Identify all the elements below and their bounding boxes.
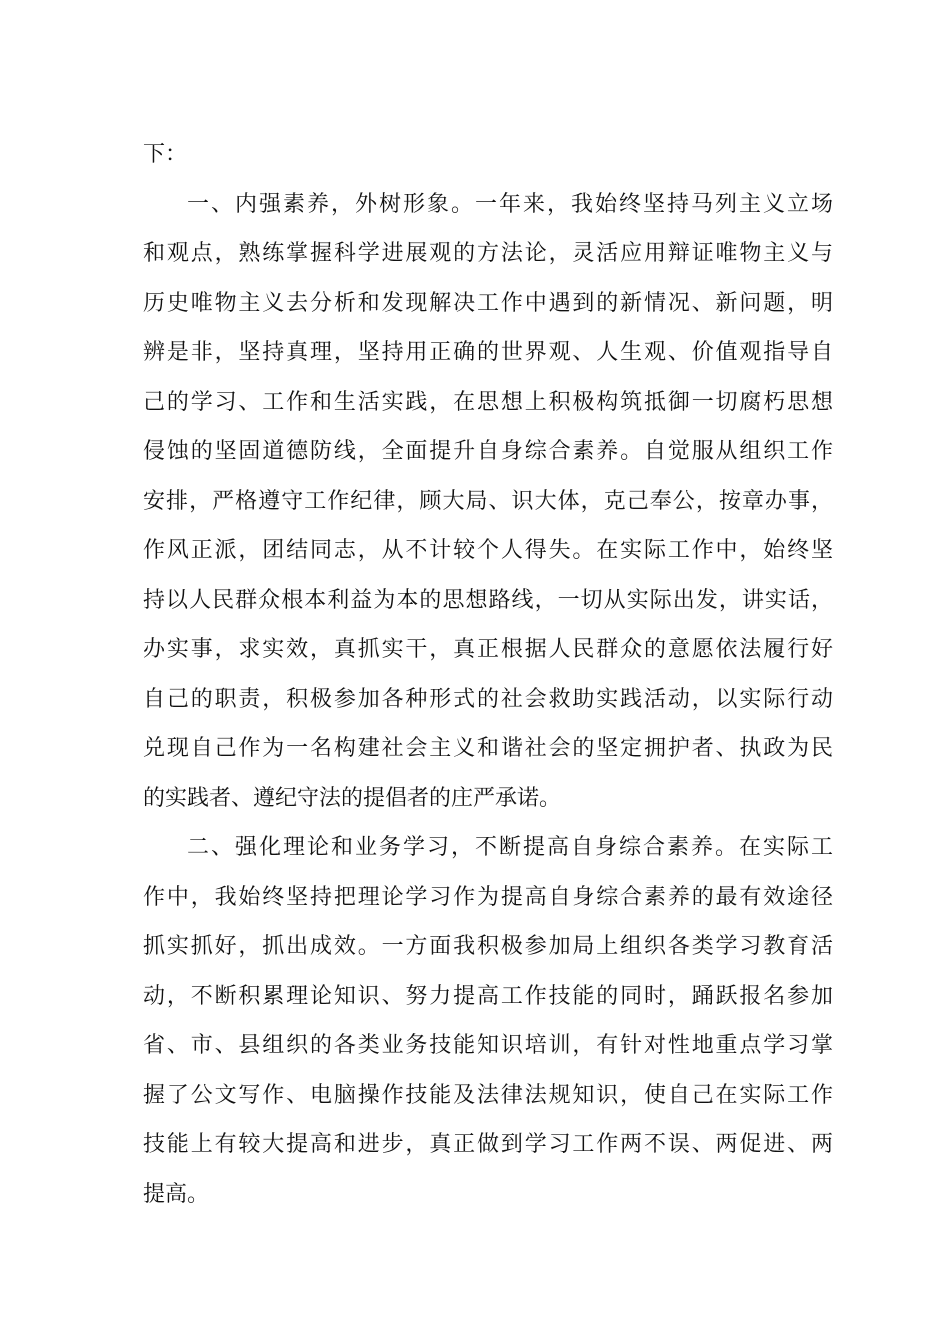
text-line: 抓实抓好，抓出成效。一方面我积极参加局上组织各类学习教育活 [143,934,833,959]
text-line: 和观点，熟练掌握科学进展观的方法论，灵活应用辩证唯物主义与 [143,241,833,266]
text-line: 作中，我始终坚持把理论学习作为提高自身综合素养的最有效途径 [143,884,833,910]
text-line: 兑现自己作为一名构建社会主义和谐社会的坚定拥护者、执政为民 [143,736,833,761]
text-line: 省、市、县组织的各类业务技能知识培训，有针对性地重点学习掌 [143,1033,833,1058]
text-line: 安排，严格遵守工作纪律，顾大局、识大体，克己奉公，按章办事， [143,488,833,514]
paragraph-2-first-line: 二、强化理论和业务学习，不断提高自身综合素养。在实际工 [187,835,833,860]
text-line: 下： [143,142,188,167]
text-line: 技能上有较大提高和进步，真正做到学习工作两不误、两促进、两 [143,1132,833,1157]
text-line: 的实践者、遵纪守法的提倡者的庄严承诺。 [143,785,562,811]
paragraph-1-first-line: 一、内强素养，外树形象。一年来，我始终坚持马列主义立场 [187,191,833,217]
text-line: 办实事，求实效，真抓实干，真正根据人民群众的意愿依法履行好 [143,637,833,662]
text-line: 握了公文写作、电脑操作技能及法律法规知识，使自己在实际工作 [143,1082,833,1108]
text-line: 历史唯物主义去分析和发现解决工作中遇到的新情况、新问题，明 [143,290,833,316]
text-line: 提高。 [143,1181,210,1207]
text-line: 持以人民群众根本利益为本的思想路线，一切从实际出发，讲实话， [143,587,833,613]
text-line: 己的学习、工作和生活实践，在思想上积极构筑抵御一切腐朽思想 [143,389,833,415]
text-line: 动，不断积累理论知识、努力提高工作技能的同时，踊跃报名参加 [143,983,833,1009]
text-line: 作风正派，团结同志，从不计较个人得失。在实际工作中，始终坚 [143,538,833,563]
document-body [143,130,833,1219]
text-line: 侵蚀的坚固道德防线，全面提升自身综合素养。自觉服从组织工作 [143,439,833,464]
text-line: 辨是非，坚持真理，坚持用正确的世界观、人生观、价值观指导自 [143,340,833,365]
text-line: 自己的职责，积极参加各种形式的社会救助实践活动，以实际行动 [143,686,833,712]
